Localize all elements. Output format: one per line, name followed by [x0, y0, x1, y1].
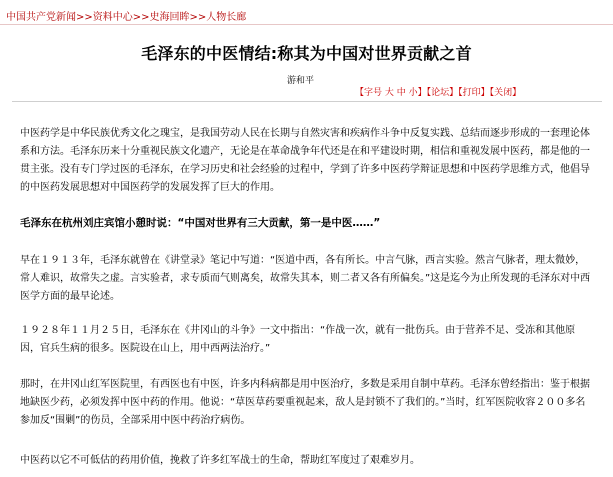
breadcrumb-item-history[interactable]: 史海回眸	[149, 12, 190, 23]
paragraph-text: １９２８年１１月２５日，毛泽东在《井冈山的斗争》一文中指出：“作战一次，就有一批伤兵。由于营养不足、受冻和其他原因，官兵生病的很多。医院设在山上，用中西两法治疗。”	[20, 325, 576, 354]
paragraph-text: 中医药以它不可低估的药用价值，挽救了许多红军战士的生命，帮助红军度过了艰难岁月。	[20, 455, 420, 466]
breadcrumb-item-data-center[interactable]: 资料中心	[92, 12, 133, 23]
header-divider	[0, 24, 613, 25]
article-title: 毛泽东的中医情结:称其为中国对世界贡献之首	[141, 44, 472, 63]
breadcrumb	[6, 8, 246, 23]
article-paragraph	[20, 452, 594, 470]
article-paragraph	[20, 376, 594, 430]
close-link[interactable]: 【关闭】	[489, 88, 522, 98]
article-paragraph	[20, 252, 594, 306]
paragraph-text: 中医药学是中华民族优秀文化之瑰宝，是我国劳动人民在长期与自然灾害和疾病作斗争中反复实践、总结而逐步形成的一套理论体系和方法。毛泽东历来十分重视民族文化遗产，无论是在革命战争年代还是在和平建设时期，相信和重视发展中医药，都是他的一贯主张。没有专门学过医的毛泽东，在学习历史和社会经验的过程中，学到了许多中医药学辩证思想和中医药学思维方式，他倡导的中医药发展思想对中国医药学的发展发挥了巨大的作用。	[20, 128, 590, 193]
subheading-text: 毛泽东在杭州刘庄宾馆小憩时说：“中国对世界有三大贡献，第一是中医……”	[20, 217, 381, 229]
breadcrumb-separator: >>	[76, 12, 93, 23]
breadcrumb-separator: >>	[132, 12, 150, 23]
article-subheading	[20, 214, 594, 232]
font-size-control[interactable]: 【字号 大 中 小】	[355, 88, 427, 98]
article-tools	[355, 85, 521, 98]
article-paragraph	[20, 322, 594, 358]
breadcrumb-item-cpc-news[interactable]: 中国共产党新闻	[6, 12, 76, 23]
content-divider	[12, 101, 602, 102]
print-link[interactable]: 【打印】	[458, 88, 490, 98]
breadcrumb-separator: >>	[189, 12, 207, 23]
article-author: 游和平	[287, 76, 315, 86]
forum-link[interactable]: 【论坛】	[426, 88, 459, 98]
paragraph-text: 那时，在井冈山红军医院里，有西医也有中医，许多内科病都是用中医治疗，多数是采用自制中草药。毛泽东曾经指出：鉴于根据地缺医少药，必须发挥中医中药的作用。他说：“草医草药要重视起来，敌人是封锁不了我们的。”当时，红军医院收容２００多名参加反“围剿”的伤员，全部采用中医中药治疗病伤。	[20, 379, 590, 426]
article-paragraph	[20, 125, 594, 197]
breadcrumb-item-figures[interactable]: 人物长廊	[206, 12, 247, 23]
paragraph-text: 早在１９１３年，毛泽东就曾在《讲堂录》笔记中写道：“医道中西，各有所长。中言气脉，西言实验。然言气脉者，理太微妙，常人难识，故常失之虚。言实验者，求专质而气则离矣，故常失其本，则二者又各有所偏矣。”这是迄今为止所发现的毛泽东对中西医学方面的最早论述。	[20, 255, 591, 302]
